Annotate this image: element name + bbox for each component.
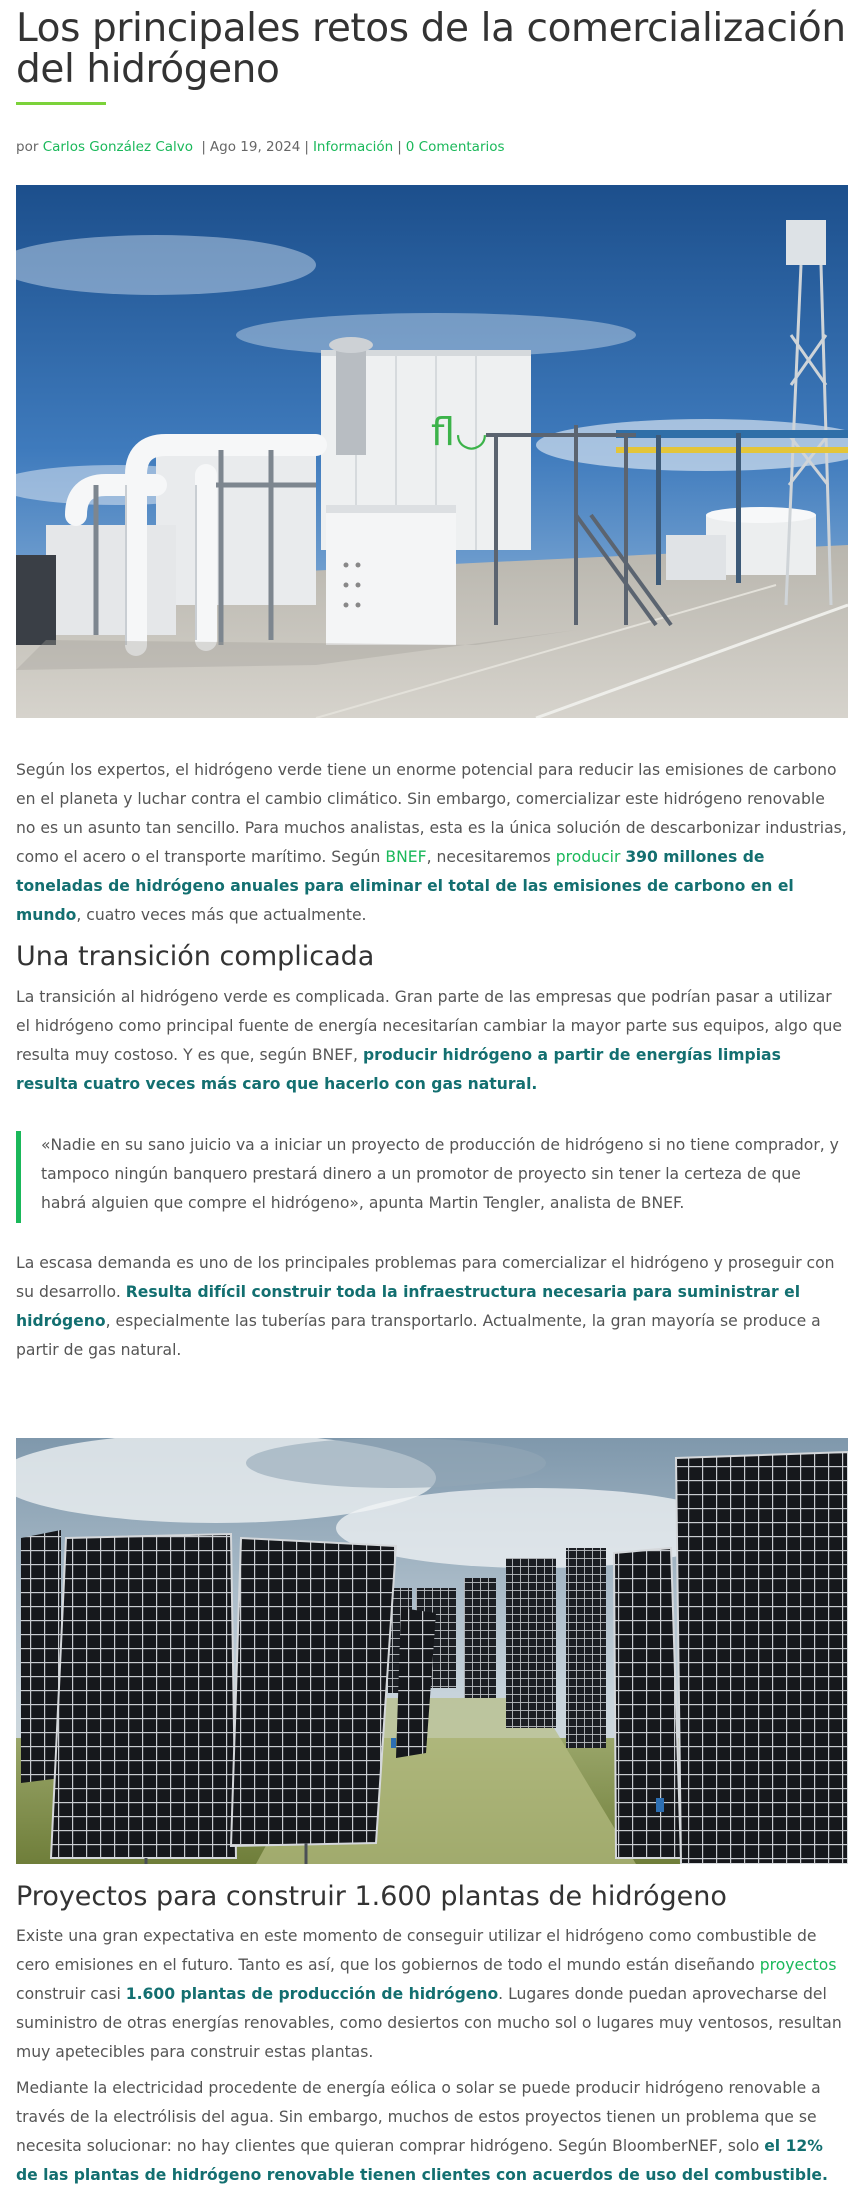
intro-text: , necesitaremos <box>426 848 556 866</box>
solar-panels-image <box>16 1438 848 1864</box>
intro-text: Según los expertos, el hidrógeno verde tiene un enorme potencial para reducir las emisiones de carbono en el planeta y luchar contra el cambio climático. Sin embargo, comercializar este hidrógeno renovable no es un asunto tan sencillo. Para muchos analistas, esta es la única solución de descarbonizar industrias, como el acero o el transporte marítimo. Según <box>16 761 847 866</box>
proyectos-link[interactable]: proyectos <box>759 1956 837 1974</box>
section-heading-proyectos: Proyectos para construir 1.600 plantas de hidrógeno <box>16 1881 727 1912</box>
meta-separator: | <box>304 139 309 155</box>
intro-text: , cuatro veces más que actualmente. <box>76 906 367 924</box>
paragraph-text: La escasa demanda es uno de los principales problemas para comercializar el hidrógeno y proseguir con su desarrollo. <box>16 1254 835 1301</box>
electrolisis-paragraph <box>16 2074 848 2190</box>
paragraph-text: construir casi <box>16 1985 126 2003</box>
transicion-paragraph <box>16 983 848 1099</box>
paragraph-text: Mediante la electricidad procedente de energía eólica o solar se puede producir hidrógeno renovable a través de la electrólisis del agua. Sin embargo, muchos de estos proyectos tienen un problema que se necesita solucionar: no hay clientes que quieran comprar hidrógeno. Según BloomberNEF, solo <box>16 2079 821 2155</box>
meta-prefix: por <box>16 139 39 155</box>
comments-link[interactable]: 0 Comentarios <box>405 139 505 155</box>
infra-highlight: Resulta difícil construir toda la infraestructura necesaria para suministrar el hidrógeno <box>16 1283 801 1330</box>
producir-link[interactable]: producir <box>555 848 621 866</box>
title-underline <box>16 102 106 105</box>
author-link[interactable]: Carlos González Calvo <box>42 139 194 155</box>
hero-logo-text: fl◡ <box>431 410 489 454</box>
demanda-paragraph <box>16 1249 848 1365</box>
section-heading-transicion: Una transición complicada <box>16 941 375 972</box>
category-link[interactable]: Información <box>312 139 394 155</box>
cost-highlight: producir hidrógeno a partir de energías limpias resulta cuatro veces más caro que hacerlo con gas natural. <box>16 1046 781 1093</box>
post-meta <box>16 139 505 155</box>
meta-separator: | <box>201 139 206 155</box>
paragraph-text: Existe una gran expectativa en este momento de conseguir utilizar el hidrógeno como combustible de cero emisiones en el futuro. Tanto es así, que los gobiernos de todo el mundo están diseñando <box>16 1927 817 1974</box>
hero-image <box>16 185 848 718</box>
paragraph-text: La transición al hidrógeno verde es complicada. Gran parte de las empresas que podrían pasar a utilizar el hidrógeno como principal fuente de energía necesitarían cambiar la mayor parte sus equipos, algo que resulta muy costoso. Y es que, según BNEF, <box>16 988 842 1064</box>
page-title: Los principales retos de la comercialización del hidrógeno <box>16 6 846 92</box>
clients-highlight: el 12% de las plantas de hidrógeno renovable tienen clientes con acuerdos de uso del combustible. <box>16 2137 828 2184</box>
bnef-quote <box>16 1131 846 1223</box>
post-date: Ago 19, 2024 <box>209 139 301 155</box>
quote-text: «Nadie en su sano juicio va a iniciar un proyecto de producción de hidrógeno si no tiene comprador, y tampoco ningún banquero prestará dinero a un promotor de proyecto sin tener la certeza de que habrá alguien que compre el hidrógeno», apunta Martin Tengler, analista de BNEF. <box>41 1136 839 1212</box>
paragraph-text: . Lugares donde puedan aprovecharse del suministro de otras energías renovables, como desiertos con mucho sol o lugares muy ventosos, resultan muy apetecibles para construir estas plantas. <box>16 1985 842 2061</box>
plants-highlight: 1.600 plantas de producción de hidrógeno <box>125 1985 499 2003</box>
bnef-link[interactable]: BNEF <box>385 848 427 866</box>
intro-paragraph <box>16 756 848 930</box>
meta-separator: | <box>397 139 402 155</box>
proyectos-paragraph <box>16 1922 848 2067</box>
intro-highlight: 390 millones de toneladas de hidrógeno anuales para eliminar el total de las emisiones de carbono en el mundo <box>16 848 794 924</box>
paragraph-text: , especialmente las tuberías para transportarlo. Actualmente, la gran mayoría se produce a partir de gas natural. <box>16 1312 821 1359</box>
